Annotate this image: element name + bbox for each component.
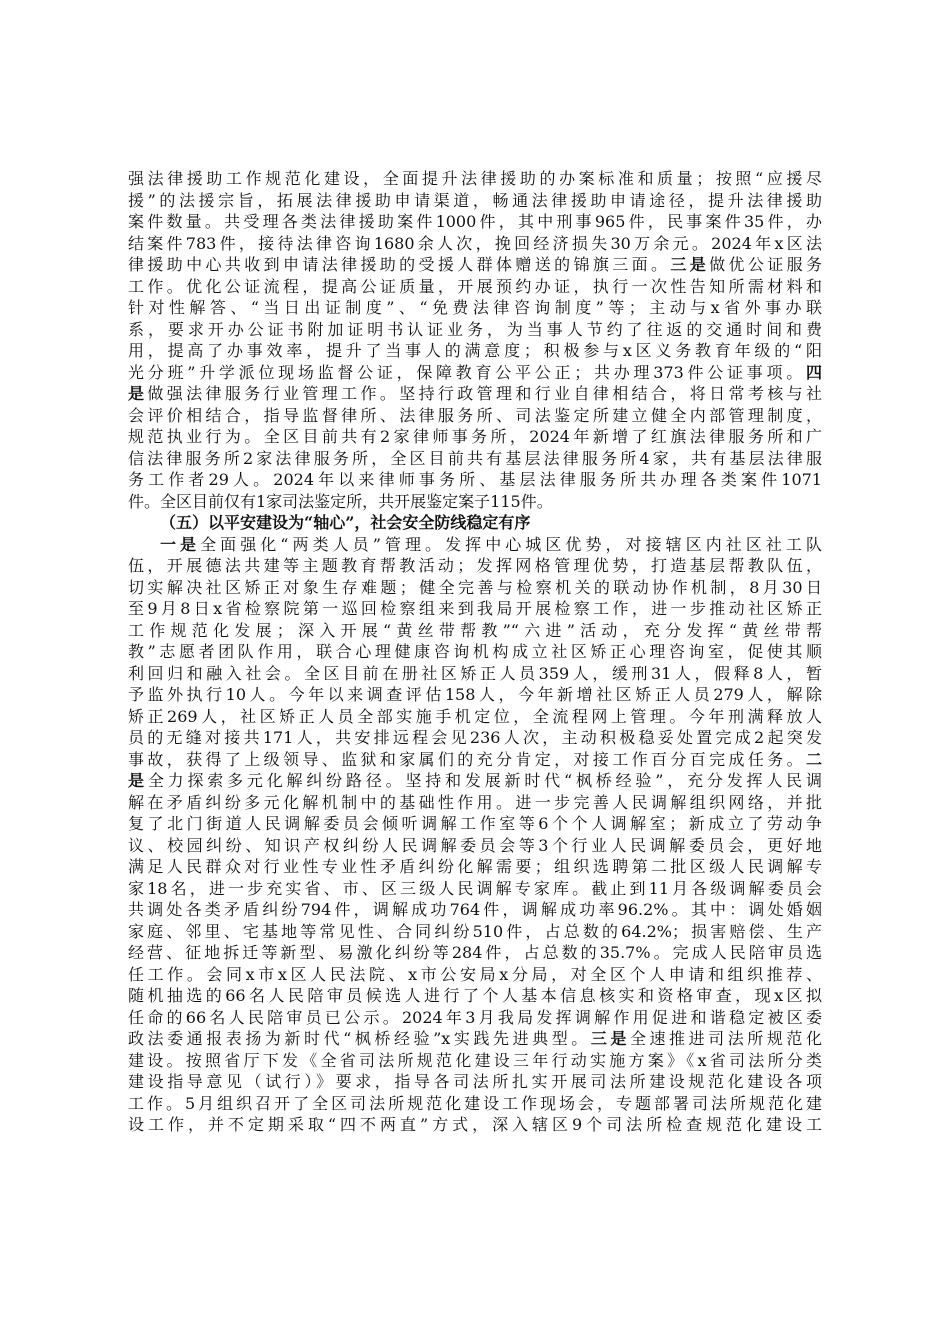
text-line — [128, 856, 822, 878]
bold-run: 是 — [128, 384, 148, 403]
text-run: 工作。优化公证流程，提高公证质量，开展预约办证，执行一次性告知所需材料和 — [128, 276, 822, 296]
bold-run: 是 — [128, 771, 148, 790]
text-run: 满足人民群众对行业性专业性矛盾纠纷化解需要；组织选聘第二批区级人民调解专 — [128, 857, 822, 876]
text-run: 强法律援助工作规范化建设，全面提升法律援助的办案标准和质量；按照“应援尽 — [128, 169, 822, 188]
text-line — [128, 749, 822, 771]
text-line — [128, 534, 822, 556]
text-run: 切实解决社区矫正对象生存难题；健全完善与检察机关的联动协作机制，8月30日 — [128, 577, 822, 597]
bold-run: 二 — [805, 749, 822, 769]
text-line — [128, 1007, 822, 1029]
text-line — [128, 405, 822, 427]
text-run: 针对性解答、“当日出证制度”、“免费法律咨询制度”等；主动与x省外事办联 — [128, 298, 822, 317]
text-run: 光分班”升学派位现场监督公证，保障教育公平公正；共办理373件公证事项。 — [128, 362, 806, 382]
text-line — [128, 835, 822, 857]
text-run: 件。全区目前仅有1家司法鉴定所，共开展鉴定案子115件。 — [128, 491, 553, 511]
text-run: 任命的66名人民陪审员已公示。2024年3月我局发挥调解作用促进和谐稳定被区委 — [128, 1007, 822, 1027]
text-line — [128, 878, 822, 900]
text-run: 解在矛盾纠纷多元化解机制中的基础性作用。进一步完善人民调解组织网络，并批 — [128, 792, 822, 812]
text-run: 工作规范化发展；深入开展“黄丝带帮教”“六进”活动，充分发挥“黄丝带帮 — [128, 620, 822, 640]
bold-run: 四 — [805, 362, 822, 382]
text-line — [128, 340, 822, 362]
text-line — [128, 233, 822, 255]
text-run: 伍，开展德法共建等主题教育帮教活动；发挥网格管理优势，打造基层帮教队伍， — [128, 556, 822, 575]
text-run: 家庭、邻里、宅基地等常见性、合同纠纷510件，占总数的64.2%；损害赔偿、生产 — [128, 921, 822, 941]
text-run: 员的无缝对接共171人，共安排远程会见236人次，主动积极稳妥处置完成2起突发 — [128, 728, 822, 747]
text-run: 做强法律服务行业管理工作。坚持行政管理和行业自律相结合，将日常考核与社 — [147, 384, 822, 403]
text-run: 系，要求开办公证书附加证明书认证业务，为当事人节约了往返的交通时间和费 — [128, 319, 822, 339]
text-line — [128, 964, 822, 986]
text-line — [128, 555, 822, 577]
text-run: 事故，获得了上级领导、监狱和家属们的充分肯定，对接工作百分百完成任务。 — [128, 749, 806, 769]
text-line — [128, 1071, 822, 1093]
text-run: 矫正269人，社区矫正人员全部实施手机定位，全流程网上管理。今年刑满释放人 — [128, 706, 822, 726]
text-line — [128, 706, 822, 728]
text-run: 全面强化“两类人员”管理。发挥中心城区优势，对接辖区内社区社工队 — [200, 534, 822, 554]
text-run: 政法委通报表扬为新时代“枫桥经验”x实践先进典型。 — [128, 1029, 591, 1048]
text-run: 建设指导意见（试行）》要求，指导各司法所扎实开展司法所建设规范化建设各项 — [128, 1072, 822, 1091]
text-run: 复了北门街道人民调解委员会倾听调解工作室等6个个人调解室；新成立了劳动争 — [128, 814, 822, 833]
document-body — [128, 168, 822, 1136]
text-run: 建设。按照省厅下发《全省司法所规范化建设三年行动实施方案》《x省司法所分类 — [128, 1050, 822, 1070]
text-run: 任工作。会同x市x区人民法院、x市公安局x分局，对全区个人申请和组织推荐、 — [128, 964, 822, 984]
text-run: 予监外执行10人。今年以来调查评估158人，今年新增社区矫正人员279人，解除 — [128, 685, 822, 704]
text-run: 案件数量。共受理各类法律援助案件1000件，其中刑事965件，民事案件35件，办 — [128, 212, 822, 231]
text-run: 用，提高了办事效率，提升了当事人的满意度；积极参与x区义务教育年级的“阳 — [128, 341, 822, 360]
text-run: 律援助中心共收到申请法律援助的受援人群体赠送的锦旗三面。 — [128, 255, 671, 274]
text-line — [128, 921, 822, 943]
text-run: 利回归和融入社会。全区目前在册社区矫正人员359人，缓刑31人，假释8人，暂 — [128, 663, 822, 683]
text-line — [128, 168, 822, 190]
text-line — [128, 448, 822, 470]
text-run: 会评价相结合，指导监督律所、法律服务所、司法鉴定所建立健全内部管理制度， — [128, 405, 822, 425]
text-run: 议、校园纠纷、知识产权纠纷人民调解委员会等3个行业人民调解委员会，更好地 — [128, 835, 822, 855]
text-line — [128, 620, 822, 642]
text-run: 务工作者29人。2024年以来律师事务所、基层法律服务所共办理各类案件1071 — [128, 470, 822, 489]
text-run: 至9月8日x省检察院第一巡回检察组来到我局开展检察工作，进一步推动社区矫正 — [128, 599, 822, 618]
text-line — [128, 276, 822, 298]
text-line — [128, 641, 822, 663]
text-run: 信法律服务所2家法律服务所，全区目前共有基层法律服务所4家，共有基层法律服 — [128, 448, 822, 468]
text-line — [128, 297, 822, 319]
text-run: 教”志愿者团队作用，联合心理健康咨询机构成立社区矫正心理咨询室，促使其顺 — [128, 642, 822, 661]
text-line — [128, 663, 822, 685]
text-line — [128, 1050, 822, 1072]
text-line — [128, 362, 822, 384]
bold-run: 三是 — [670, 255, 710, 274]
text-line — [128, 491, 822, 513]
text-line — [128, 426, 822, 448]
text-run: 随机抽选的66名人民陪审员候选人进行了个人基本信息核实和资格审查，现x区拟 — [128, 986, 822, 1005]
text-line — [128, 190, 822, 212]
text-line — [128, 727, 822, 749]
text-run: 全力探索多元化解纠纷路径。坚持和发展新时代“枫桥经验”，充分发挥人民调 — [147, 771, 822, 790]
text-run: 规范执业行为。全区目前共有2家律师事务所，2024年新增了红旗法律服务所和广 — [128, 427, 822, 446]
section-heading — [128, 512, 822, 534]
text-line — [128, 598, 822, 620]
text-line — [128, 319, 822, 341]
text-line — [128, 684, 822, 706]
text-line — [128, 211, 822, 233]
text-line — [128, 770, 822, 792]
text-run: 援”的法援宗旨，拓展法律援助申请渠道，畅通法律援助申请途径，提升法律援助 — [128, 190, 822, 210]
text-run: 全速推进司法所规范化 — [629, 1029, 822, 1048]
text-run: 做优公证服务 — [709, 255, 822, 274]
text-run: 共调处各类矛盾纠纷794件，调解成功764件，调解成功率96.2%。其中：调处婚姻 — [128, 900, 822, 919]
text-line — [128, 577, 822, 599]
text-run: 结案件783件，接待法律咨询1680余人次，挽回经济损失30万余元。2024年x区法 — [128, 233, 822, 253]
bold-run: 三是 — [590, 1029, 630, 1048]
text-line — [128, 813, 822, 835]
bold-run: （五）以平安建设为“轴心”，社会安全防线稳定有序 — [160, 513, 531, 532]
text-run: 设工作，并不定期采取“四不两直”方式，深入辖区9个司法所检查规范化建设工 — [128, 1115, 822, 1134]
text-line — [128, 985, 822, 1007]
text-line — [128, 1028, 822, 1050]
text-line — [128, 1114, 822, 1136]
text-line — [128, 792, 822, 814]
text-line — [128, 942, 822, 964]
text-line — [128, 899, 822, 921]
text-line — [128, 254, 822, 276]
text-line — [128, 1093, 822, 1115]
text-run: 家18名，进一步充实省、市、区三级人民调解专家库。截止到11月各级调解委员会 — [128, 878, 822, 898]
text-line — [128, 469, 822, 491]
text-run: 工作。5月组织召开了全区司法所规范化建设工作现场会，专题部署司法所规范化建 — [128, 1093, 822, 1113]
bold-run: 一是 — [160, 534, 201, 554]
text-line — [128, 383, 822, 405]
text-run: 经营、征地拆迁等新型、易激化纠纷等284件，占总数的35.7%。完成人民陪审员选 — [128, 943, 822, 962]
